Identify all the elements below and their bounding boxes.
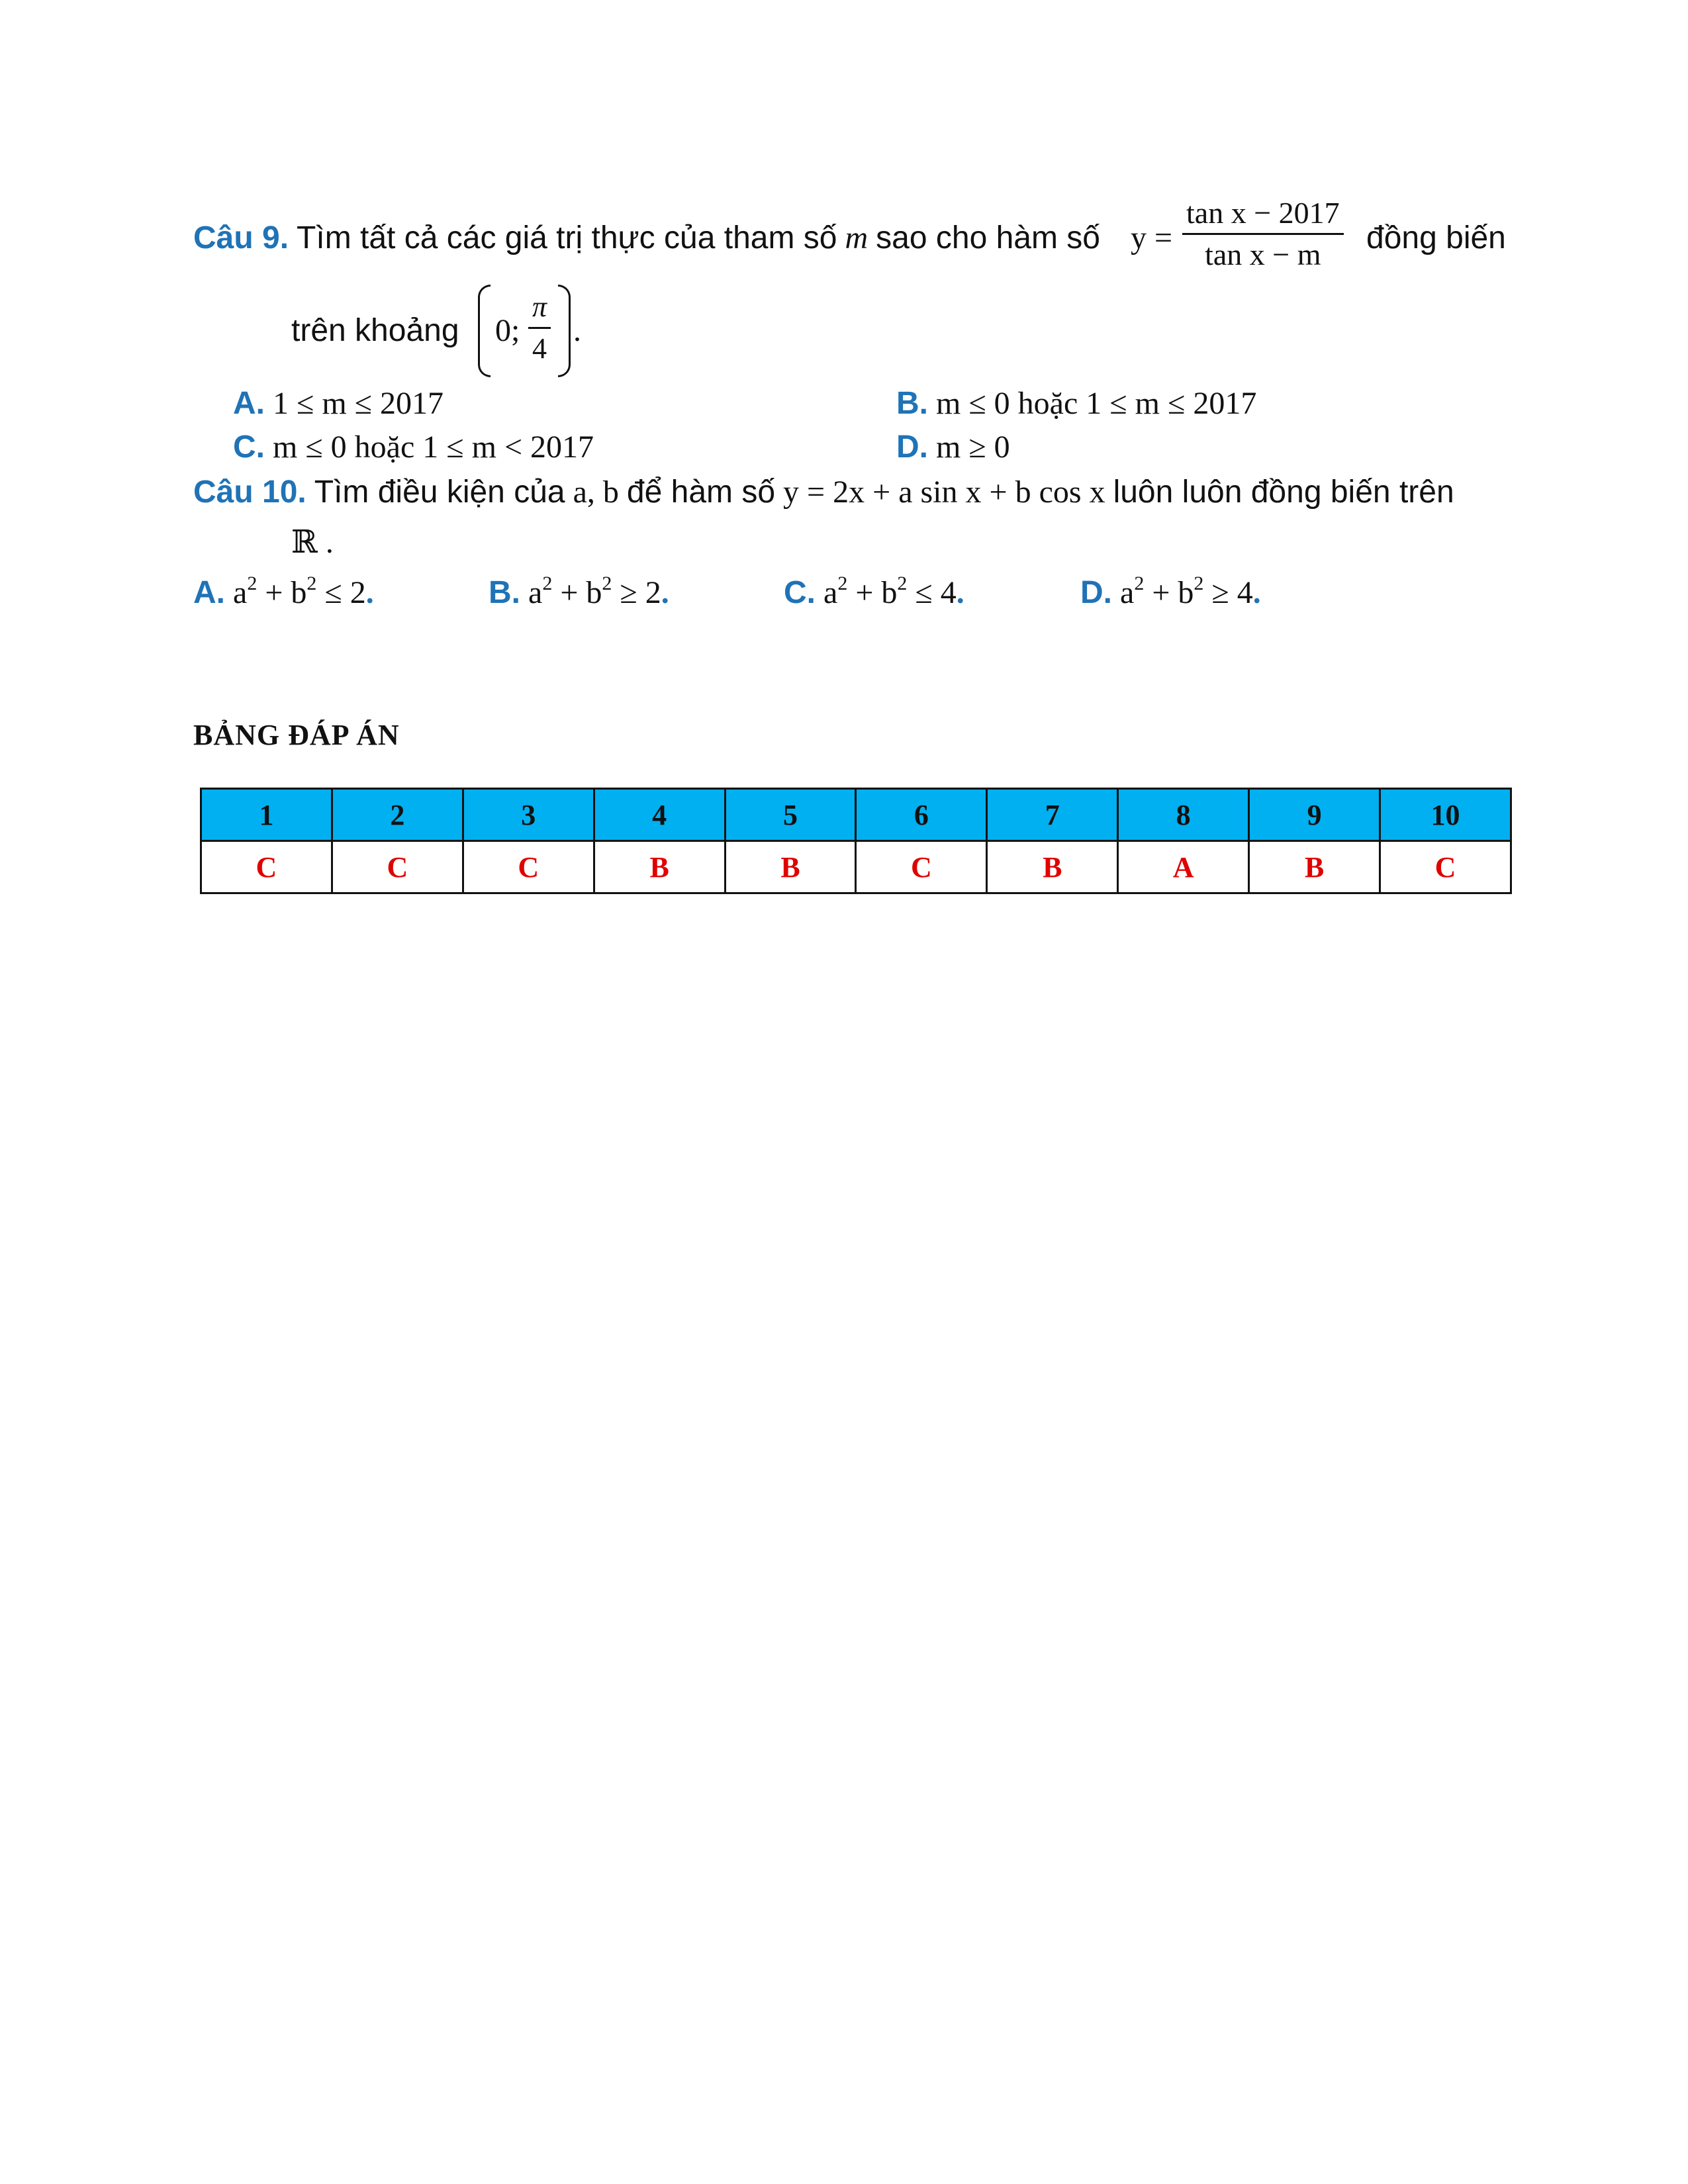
answer-cell: B — [1249, 841, 1380, 893]
question-number-cell: 10 — [1380, 789, 1511, 841]
q10-option-d-expr: $a^2 + b^2 \ge 4$. — [1120, 572, 1261, 610]
q10-option-c-label: C. — [784, 575, 816, 610]
q9-option-a — [233, 384, 444, 424]
answer-cell: C — [201, 841, 332, 893]
q9-option-b-label: B. — [896, 386, 928, 421]
answer-cell: B — [987, 841, 1118, 893]
question-number-cell: 9 — [1249, 789, 1380, 841]
answer-cell: C — [1380, 841, 1511, 893]
answer-cell: A — [1118, 841, 1249, 893]
q10-text-2: để hàm số — [626, 475, 776, 510]
q9-y-equals: y = — [1131, 220, 1173, 255]
q10-option-a-label: A. — [193, 575, 225, 610]
q9-line2-end: . — [573, 313, 581, 348]
q10-option-d — [1080, 573, 1261, 613]
q9-option-b-text: m ≤ 0 hoặc 1 ≤ m ≤ 2017 — [936, 386, 1257, 421]
q9-line2-text: trên khoảng — [291, 313, 459, 348]
q10-option-d-label: D. — [1080, 575, 1112, 610]
q9-interval-num: π — [532, 291, 547, 323]
question-number-cell: 7 — [987, 789, 1118, 841]
question-number-cell: 4 — [594, 789, 725, 841]
q9-option-c-label: C. — [233, 430, 265, 465]
q9-option-b — [896, 384, 1256, 424]
q9-fraction — [1182, 193, 1344, 275]
q9-right-paren — [558, 285, 571, 377]
q9-label: Câu 9. — [193, 220, 289, 255]
q10-option-a — [193, 573, 374, 613]
q10-option-c-expr: $a^2 + b^2 \le 4$. — [823, 572, 964, 610]
q9-option-d-label: D. — [896, 430, 928, 465]
q9-text-before: Tìm tất cả các giá trị thực của tham số — [297, 220, 837, 255]
q9-tail: đồng biến — [1366, 220, 1506, 255]
answer-table-header-row — [201, 789, 1511, 841]
q10-vars: a, b — [573, 475, 619, 510]
answer-table — [200, 788, 1512, 894]
q10-option-c — [784, 573, 964, 613]
question-number-cell: 2 — [332, 789, 463, 841]
answer-table-title: BẢNG ĐÁP ÁN — [193, 719, 400, 751]
q10-option-a-expr: $a^2 + b^2 \le 2$. — [233, 572, 374, 610]
q10-text-1: Tìm điều kiện của — [314, 475, 565, 510]
q10-text-3: luôn luôn đồng biến trên — [1113, 475, 1454, 510]
q10-label: Câu 10. — [193, 475, 306, 510]
q9-option-c-text: m ≤ 0 hoặc 1 ≤ m < 2017 — [273, 430, 594, 465]
q9-option-c — [233, 428, 594, 467]
q9-denominator: tan x − m — [1205, 238, 1321, 271]
q9-left-paren — [478, 285, 491, 377]
q10-option-b-label: B. — [489, 575, 520, 610]
q9-interval-fraction — [528, 287, 551, 369]
question-number-cell: 3 — [463, 789, 594, 841]
q9-option-d — [896, 428, 1010, 467]
answer-cell: B — [594, 841, 725, 893]
answer-cell: B — [725, 841, 856, 893]
question-number-cell: 6 — [856, 789, 987, 841]
q9-interval — [478, 285, 571, 377]
q9-interval-left: 0; — [495, 313, 520, 348]
q9-param: m — [845, 220, 868, 255]
q9-interval-den: 4 — [532, 332, 547, 365]
answer-cell: C — [332, 841, 463, 893]
q10-line1 — [193, 473, 1454, 512]
q9-option-d-text: m ≥ 0 — [936, 430, 1010, 465]
answer-cell: C — [463, 841, 594, 893]
q9-line1 — [193, 218, 1100, 258]
q10-func: y = 2x + a sin x + b cos x — [783, 475, 1105, 510]
answer-cell: C — [856, 841, 987, 893]
q10-option-b-expr: $a^2 + b^2 \ge 2$. — [528, 572, 669, 610]
q9-text-after: sao cho hàm số — [876, 220, 1100, 255]
q10-domain: ℝ . — [291, 525, 334, 560]
question-number-cell: 8 — [1118, 789, 1249, 841]
q9-option-a-text: 1 ≤ m ≤ 2017 — [273, 386, 444, 421]
q9-option-a-label: A. — [233, 386, 265, 421]
question-number-cell: 1 — [201, 789, 332, 841]
q9-numerator: tan x − 2017 — [1186, 196, 1340, 230]
answer-table-answer-row — [201, 841, 1511, 893]
q10-option-b — [489, 573, 669, 613]
question-number-cell: 5 — [725, 789, 856, 841]
